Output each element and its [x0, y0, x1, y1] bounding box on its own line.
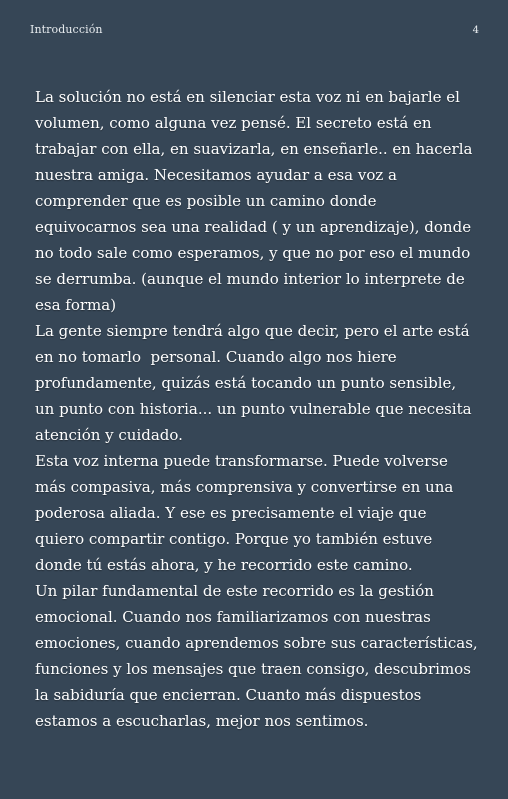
running-header-title: Introducción — [30, 23, 103, 36]
paragraph-1: La solución no está en silenciar esta voz ni en bajarle el volumen, como alguna vez pensé. El secreto está en trabajar con ella, en suavizarla, en enseñarle.. en hacerla nuestra amiga. Necesitamos ayudar a esa voz a comprender que es posible un camino donde equivocarnos sea una realidad ( y un aprendizaje), donde no todo sale como esperamos, y que no por eso el mundo se derrumba. (aunque el mundo interior lo interprete de esa forma) — [35, 88, 478, 314]
page-number: 4 — [472, 25, 479, 36]
paragraph-2: La gente siempre tendrá algo que decir, pero el arte está en no tomarlo personal. Cuando algo nos hiere profundamente, quizás está tocando un punto sensible, un punto con historia... un punto vulnerable que necesita atención y cuidado. — [35, 322, 477, 444]
body-text — [35, 84, 483, 734]
paragraph-3: Esta voz interna puede transformarse. Puede volverse más compasiva, más comprensiva y convertirse en una poderosa aliada. Y ese es precisamente el viaje que quiero compartir contigo. Porque yo también estuve donde tú estás ahora, y he recorrido este camino. — [35, 452, 459, 574]
paragraph-4: Un pilar fundamental de este recorrido es la gestión emocional. Cuando nos familiarizamos con nuestras emociones, cuando aprendemos sobre sus características, funciones y los mensajes que traen consigo, descubrimos la sabiduría que encierran. Cuanto más dispuestos estamos a escucharlas, mejor nos sentimos. — [35, 582, 483, 730]
